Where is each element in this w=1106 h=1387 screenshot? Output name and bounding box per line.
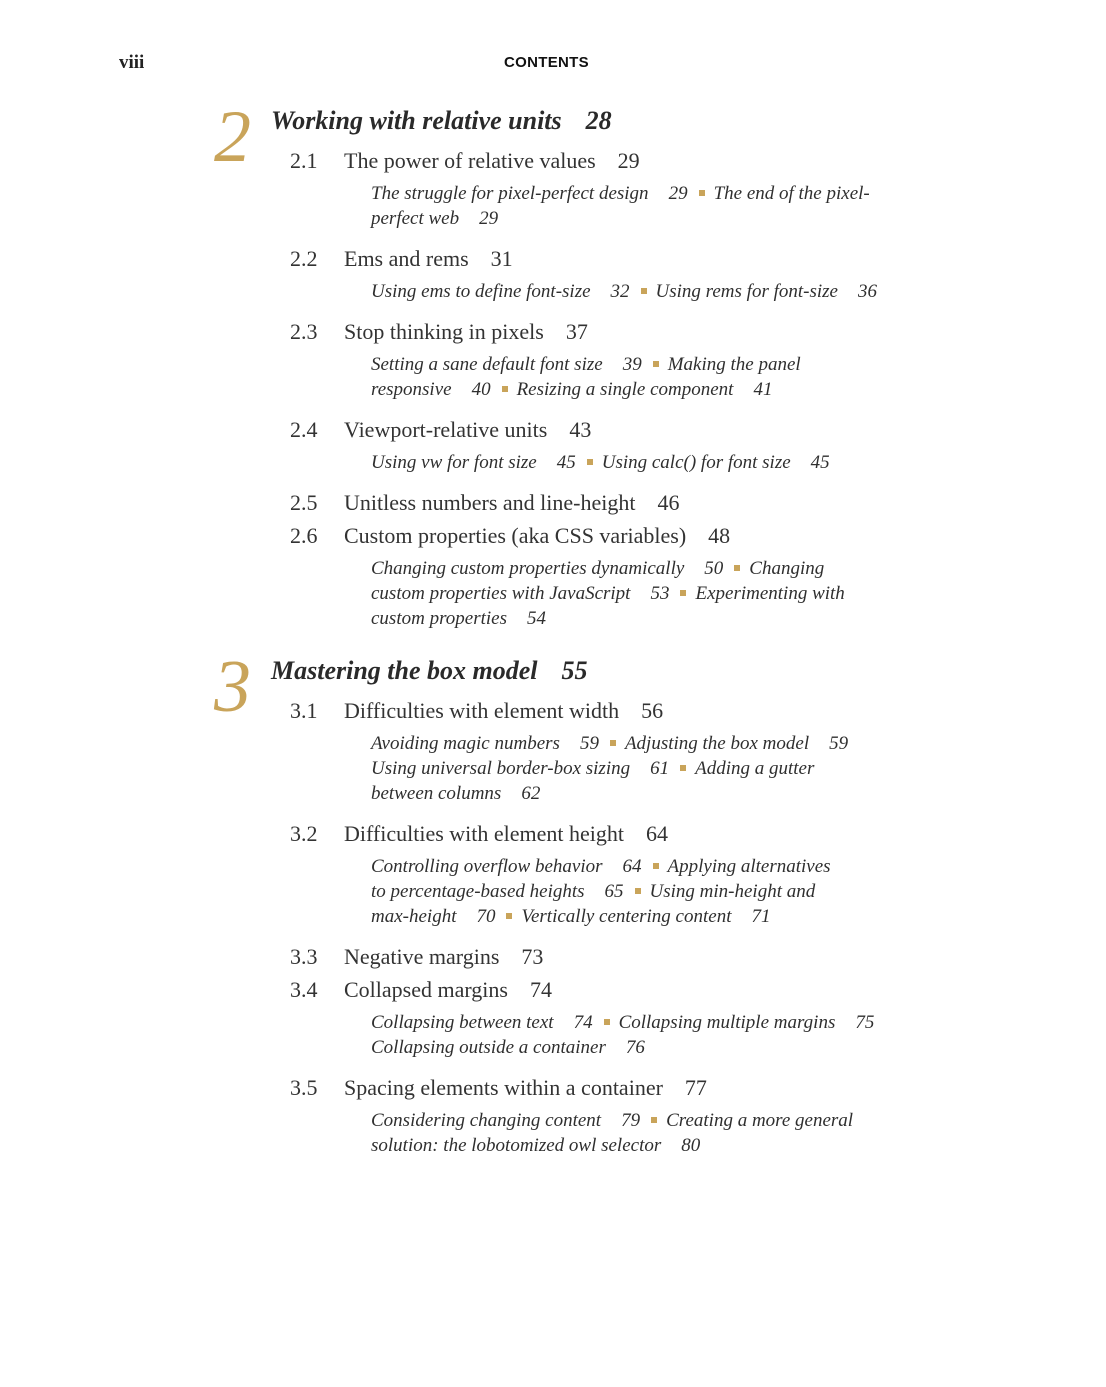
subsection-link[interactable] xyxy=(517,379,773,400)
separator-square-icon xyxy=(651,1117,657,1123)
section-page-number: 31 xyxy=(490,246,513,271)
subsection-title: Collapsing multiple margins xyxy=(618,1012,836,1033)
subsection-title: Avoiding magic numbers xyxy=(371,733,560,754)
subsection-title: solution: the lobotomized owl selector xyxy=(371,1135,662,1156)
section-link[interactable] xyxy=(290,246,513,272)
subsection-line xyxy=(371,781,540,806)
section-number: 3.1 xyxy=(290,698,318,723)
section-number: 2.3 xyxy=(290,319,318,344)
section-title: Viewport-relative units xyxy=(344,417,548,442)
subsection-page-number: 32 xyxy=(610,281,630,302)
subsection-page-number: 76 xyxy=(625,1037,645,1058)
separator-square-icon xyxy=(699,190,705,196)
subsection-link[interactable] xyxy=(371,379,491,400)
subsection-page-number: 71 xyxy=(751,906,771,927)
subsection-link[interactable] xyxy=(371,1012,593,1033)
subsection-link[interactable] xyxy=(714,183,870,204)
subsection-link[interactable] xyxy=(695,758,814,779)
section-page-number: 46 xyxy=(657,490,680,515)
subsection-line xyxy=(371,450,830,475)
chapter-title-link[interactable] xyxy=(271,656,588,686)
subsection-page-number: 74 xyxy=(573,1012,593,1033)
subsection-title: Applying alternatives xyxy=(667,856,831,877)
subsection-page-number: 45 xyxy=(810,452,830,473)
subsection-title: Changing xyxy=(749,558,825,579)
subsection-link[interactable] xyxy=(371,1135,700,1156)
section-title: Negative margins xyxy=(344,944,500,969)
subsection-page-number: 53 xyxy=(650,583,670,604)
subsection-link[interactable] xyxy=(371,783,540,804)
subsection-page-number: 50 xyxy=(704,558,724,579)
separator-square-icon xyxy=(604,1019,610,1025)
section-page-number: 43 xyxy=(569,417,592,442)
section-page-number: 48 xyxy=(708,523,731,548)
subsection-page-number: 59 xyxy=(829,733,849,754)
separator-square-icon xyxy=(653,361,659,367)
subsection-line xyxy=(371,352,801,377)
separator-square-icon xyxy=(680,765,686,771)
section-number: 3.3 xyxy=(290,944,318,969)
subsection-link[interactable] xyxy=(695,583,844,604)
separator-square-icon xyxy=(506,913,512,919)
subsection-link[interactable] xyxy=(371,758,669,779)
section-title: Ems and rems xyxy=(344,246,469,271)
subsection-title: Controlling overflow behavior xyxy=(371,856,603,877)
section-link[interactable] xyxy=(290,821,668,847)
subsection-link[interactable] xyxy=(625,733,848,754)
subsection-link[interactable] xyxy=(371,452,576,473)
subsection-link[interactable] xyxy=(749,558,824,579)
subsection-title: Vertically centering content xyxy=(521,906,732,927)
subsection-title: Using calc() for font size xyxy=(601,452,791,473)
subsection-line xyxy=(371,1108,853,1133)
subsection-title: Changing custom properties dynamically xyxy=(371,558,685,579)
separator-square-icon xyxy=(502,386,508,392)
subsection-line xyxy=(371,206,498,231)
separator-square-icon xyxy=(734,565,740,571)
subsection-title: Using vw for font size xyxy=(371,452,537,473)
section-number: 2.5 xyxy=(290,490,318,515)
subsection-link[interactable] xyxy=(371,208,498,229)
subsection-line xyxy=(371,556,824,581)
subsection-title: Considering changing content xyxy=(371,1110,602,1131)
subsection-link[interactable] xyxy=(668,354,801,375)
subsection-line xyxy=(371,879,815,904)
separator-square-icon xyxy=(641,288,647,294)
section-link[interactable] xyxy=(290,148,640,174)
subsection-link[interactable] xyxy=(371,1037,645,1058)
chapter-title: Mastering the box model xyxy=(271,656,538,685)
separator-square-icon xyxy=(635,888,641,894)
chapter-number: 2 xyxy=(214,96,251,178)
subsection-title: Making the panel xyxy=(667,354,801,375)
subsection-page-number: 41 xyxy=(753,379,773,400)
section-title: Custom properties (aka CSS variables) xyxy=(344,523,687,548)
subsection-link[interactable] xyxy=(371,281,630,302)
section-page-number: 56 xyxy=(641,698,664,723)
subsection-title: Using rems for font-size xyxy=(655,281,838,302)
running-head: CONTENTS xyxy=(504,54,589,71)
subsection-line xyxy=(371,279,877,304)
subsection-line xyxy=(371,1035,645,1060)
section-title: The power of relative values xyxy=(344,148,596,173)
chapter-title: Working with relative units xyxy=(271,106,562,135)
subsection-page-number: 36 xyxy=(857,281,877,302)
subsection-link[interactable] xyxy=(602,452,830,473)
subsection-link[interactable] xyxy=(371,583,669,604)
section-number: 3.2 xyxy=(290,821,318,846)
separator-square-icon xyxy=(610,740,616,746)
chapter-number: 3 xyxy=(214,646,251,728)
section-number: 3.5 xyxy=(290,1075,318,1100)
subsection-title: Resizing a single component xyxy=(516,379,734,400)
chapter-page-number: 28 xyxy=(585,106,612,135)
subsection-link[interactable] xyxy=(521,906,770,927)
subsection-line xyxy=(371,606,546,631)
subsection-page-number: 64 xyxy=(622,856,642,877)
subsection-title: The end of the pixel- xyxy=(713,183,870,204)
subsection-link[interactable] xyxy=(371,183,688,204)
subsection-page-number: 29 xyxy=(479,208,499,229)
subsection-title: custom properties xyxy=(371,608,507,629)
subsection-page-number: 40 xyxy=(471,379,491,400)
separator-square-icon xyxy=(680,590,686,596)
subsection-title: to percentage-based heights xyxy=(371,881,585,902)
subsection-link[interactable] xyxy=(371,558,723,579)
section-page-number: 77 xyxy=(684,1075,707,1100)
subsection-link[interactable] xyxy=(371,856,642,877)
section-link[interactable] xyxy=(290,977,552,1003)
section-number: 2.1 xyxy=(290,148,318,173)
section-link[interactable] xyxy=(290,944,543,970)
subsection-page-number: 45 xyxy=(556,452,576,473)
section-link[interactable] xyxy=(290,490,679,516)
subsection-title: Using universal border-box sizing xyxy=(371,758,631,779)
section-number: 2.6 xyxy=(290,523,318,548)
subsection-link[interactable] xyxy=(668,856,831,877)
section-title: Unitless numbers and line-height xyxy=(344,490,636,515)
chapter-title-link[interactable] xyxy=(271,106,612,136)
subsection-title: Adding a gutter xyxy=(695,758,815,779)
section-number: 2.4 xyxy=(290,417,318,442)
section-title: Collapsed margins xyxy=(344,977,508,1002)
subsection-title: max-height xyxy=(371,906,457,927)
subsection-link[interactable] xyxy=(371,906,495,927)
section-title: Difficulties with element height xyxy=(344,821,625,846)
subsection-title: Using min-height and xyxy=(649,881,816,902)
subsection-page-number: 75 xyxy=(855,1012,875,1033)
subsection-title: custom properties with JavaScript xyxy=(371,583,631,604)
subsection-link[interactable] xyxy=(371,354,642,375)
subsection-page-number: 59 xyxy=(579,733,599,754)
subsection-link[interactable] xyxy=(371,881,624,902)
subsection-title: Collapsing outside a container xyxy=(371,1037,606,1058)
subsection-page-number: 79 xyxy=(621,1110,641,1131)
subsection-page-number: 62 xyxy=(521,783,541,804)
separator-square-icon xyxy=(587,459,593,465)
section-link[interactable] xyxy=(290,523,730,549)
section-page-number: 37 xyxy=(565,319,588,344)
section-page-number: 64 xyxy=(646,821,669,846)
subsection-title: responsive xyxy=(371,379,452,400)
subsection-title: Experimenting with xyxy=(695,583,845,604)
subsection-title: Collapsing between text xyxy=(371,1012,554,1033)
section-link[interactable] xyxy=(290,417,591,443)
subsection-page-number: 54 xyxy=(526,608,546,629)
subsection-page-number: 39 xyxy=(622,354,642,375)
chapter-page-number: 55 xyxy=(561,656,588,685)
subsection-link[interactable] xyxy=(650,881,816,902)
subsection-page-number: 70 xyxy=(476,906,496,927)
subsection-title: Creating a more general xyxy=(666,1110,854,1131)
subsection-line xyxy=(371,181,870,206)
subsection-page-number: 29 xyxy=(668,183,688,204)
section-number: 3.4 xyxy=(290,977,318,1002)
section-link[interactable] xyxy=(290,319,588,345)
subsection-link[interactable] xyxy=(371,733,599,754)
section-page-number: 29 xyxy=(617,148,640,173)
subsection-title: Adjusting the box model xyxy=(624,733,810,754)
section-title: Stop thinking in pixels xyxy=(344,319,544,344)
subsection-line xyxy=(371,377,772,402)
section-page-number: 73 xyxy=(521,944,544,969)
subsection-line xyxy=(371,756,814,781)
subsection-line xyxy=(371,904,770,929)
subsection-page-number: 65 xyxy=(604,881,624,902)
subsection-link[interactable] xyxy=(371,1110,640,1131)
separator-square-icon xyxy=(653,863,659,869)
section-page-number: 74 xyxy=(529,977,552,1002)
subsection-page-number: 61 xyxy=(650,758,670,779)
subsection-link[interactable] xyxy=(656,281,877,302)
subsection-title: Setting a sane default font size xyxy=(371,354,603,375)
subsection-title: Using ems to define font-size xyxy=(371,281,591,302)
subsection-line xyxy=(371,581,845,606)
section-title: Difficulties with element width xyxy=(344,698,620,723)
section-number: 2.2 xyxy=(290,246,318,271)
page-folio: viii xyxy=(119,52,145,73)
subsection-title: The struggle for pixel-perfect design xyxy=(371,183,649,204)
subsection-link[interactable] xyxy=(619,1012,875,1033)
subsection-link[interactable] xyxy=(371,608,546,629)
subsection-title: between columns xyxy=(371,783,502,804)
subsection-line xyxy=(371,1133,700,1158)
section-title: Spacing elements within a container xyxy=(344,1075,663,1100)
section-link[interactable] xyxy=(290,698,663,724)
subsection-page-number: 80 xyxy=(681,1135,701,1156)
subsection-title: perfect web xyxy=(371,208,460,229)
subsection-line xyxy=(371,1010,874,1035)
section-link[interactable] xyxy=(290,1075,707,1101)
subsection-line xyxy=(371,731,848,756)
subsection-line xyxy=(371,854,831,879)
subsection-link[interactable] xyxy=(666,1110,853,1131)
